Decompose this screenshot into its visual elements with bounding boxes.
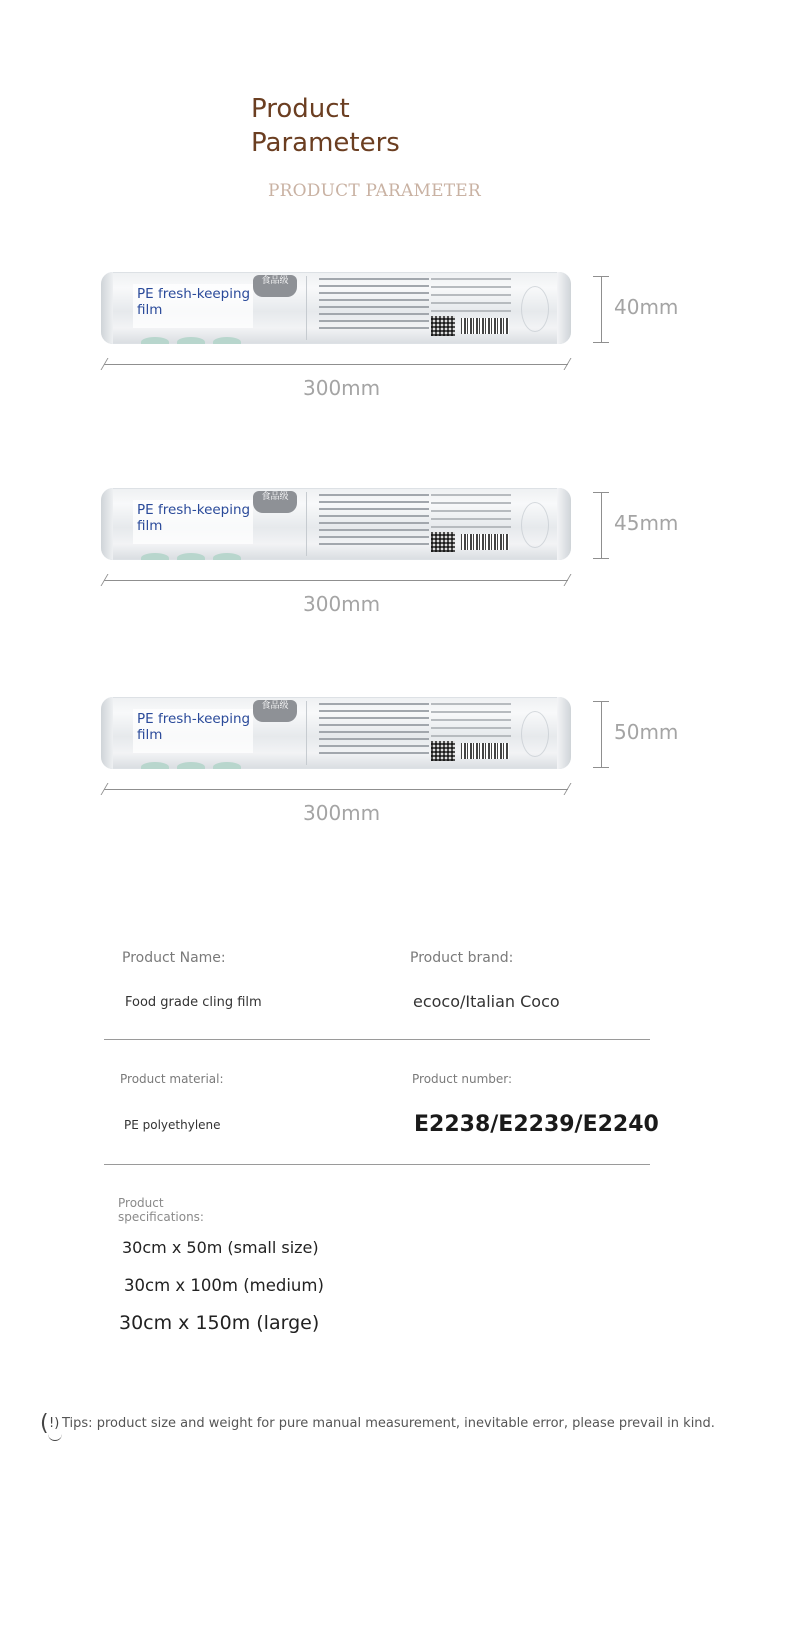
roll-image — [101, 272, 571, 344]
roll-spec-text-2 — [431, 703, 511, 743]
height-dimension-line — [601, 492, 602, 558]
grade-badge-text: 食品级 — [261, 492, 289, 502]
height-label-large: 50mm — [614, 720, 679, 744]
product-brand-label: Product brand: — [410, 950, 514, 966]
spec-item-medium: 30cm x 100m (medium) — [124, 1276, 324, 1295]
divider — [104, 1164, 650, 1165]
roll-image — [101, 697, 571, 769]
roll-decoration — [141, 332, 271, 344]
qr-code-icon — [431, 532, 455, 552]
page-title: Product Parameters — [251, 94, 400, 158]
roll-image — [101, 488, 571, 560]
product-specifications-label: Product specifications: — [118, 1196, 204, 1224]
height-dimension-line — [601, 276, 602, 342]
grade-badge-text: 食品级 — [261, 276, 289, 286]
height-label-medium: 45mm — [614, 511, 679, 535]
product-brand-value: ecoco/Italian Coco — [413, 992, 560, 1011]
roll-spec-text — [319, 278, 429, 334]
length-label: 300mm — [303, 801, 381, 825]
length-label: 300mm — [303, 376, 381, 400]
height-dimension-line — [601, 701, 602, 767]
barcode-icon — [461, 743, 509, 759]
roll-product-name: PE fresh-keeping film — [137, 286, 251, 318]
spec-item-large: 30cm x 150m (large) — [119, 1312, 320, 1334]
length-label: 300mm — [303, 592, 381, 616]
exclamation-icon: ( !) — [40, 1413, 64, 1439]
product-roll-large — [101, 697, 621, 837]
product-number-value: E2238/E2239/E2240 — [414, 1112, 659, 1137]
barcode-icon — [461, 534, 509, 550]
product-material-label: Product material: — [120, 1072, 224, 1086]
leaf-icon — [521, 711, 549, 757]
product-roll-small — [101, 272, 621, 412]
tips-text: Tips: product size and weight for pure manual measurement, inevitable error, please prevail in kind. — [62, 1416, 715, 1431]
product-material-value: PE polyethylene — [124, 1118, 221, 1132]
grade-badge-text: 食品级 — [261, 701, 289, 711]
roll-product-name: PE fresh-keeping film — [137, 502, 251, 534]
roll-spec-text — [319, 703, 429, 759]
product-number-label: Product number: — [412, 1072, 513, 1086]
roll-spec-text — [319, 494, 429, 550]
product-name-label: Product Name: — [122, 950, 226, 966]
leaf-icon — [521, 502, 549, 548]
roll-product-name: PE fresh-keeping film — [137, 711, 251, 743]
page-subtitle: PRODUCT PARAMETER — [268, 181, 481, 201]
roll-spec-text-2 — [431, 494, 511, 534]
divider — [104, 1039, 650, 1040]
product-roll-medium — [101, 488, 621, 628]
leaf-icon — [521, 286, 549, 332]
roll-decoration — [141, 548, 271, 560]
qr-code-icon — [431, 316, 455, 336]
spec-item-small: 30cm x 50m (small size) — [122, 1238, 319, 1257]
length-dimension-line — [104, 364, 568, 365]
length-dimension-line — [104, 789, 568, 790]
qr-code-icon — [431, 741, 455, 761]
barcode-icon — [461, 318, 509, 334]
roll-spec-text-2 — [431, 278, 511, 318]
height-label-small: 40mm — [614, 295, 679, 319]
length-dimension-line — [104, 580, 568, 581]
roll-decoration — [141, 757, 271, 769]
product-name-value: Food grade cling film — [125, 995, 262, 1010]
